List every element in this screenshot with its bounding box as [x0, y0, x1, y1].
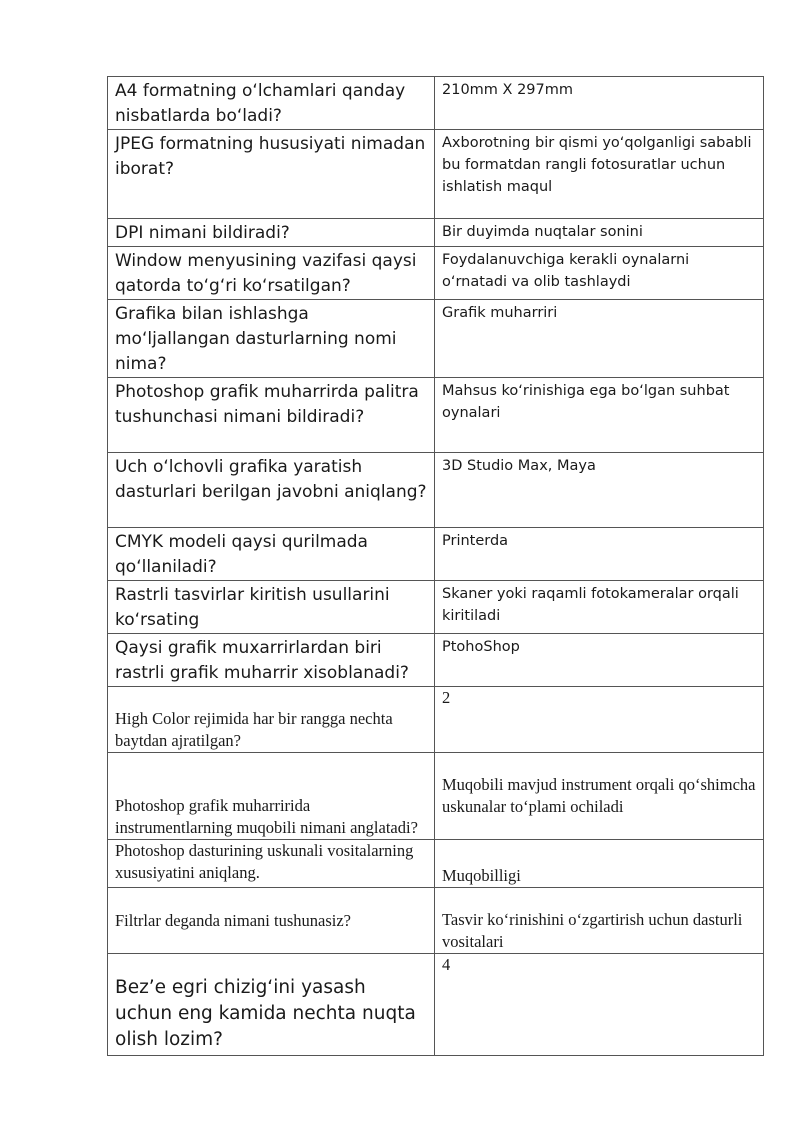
table-row	[108, 753, 764, 840]
question-cell: A4 formatning o‘lchamlari qanday nisbatlarda bo‘ladi?	[108, 77, 435, 130]
answer-cell: Foydalanuvchiga kerakli oynalarni o‘rnatadi va olib tashlaydi	[435, 247, 764, 300]
question-cell: Qaysi grafik muxarrirlardan biri rastrli grafik muharrir xisoblanadi?	[108, 634, 435, 687]
table-row	[108, 77, 764, 130]
question-cell: Photoshop grafik muharririda instrumentlarning muqobili nimani anglatadi?	[108, 753, 435, 840]
question-cell: Photoshop dasturining uskunali vositalarning xususiyatini aniqlang.	[108, 840, 435, 888]
question-cell: JPEG formatning hususiyati nimadan iborat?	[108, 130, 435, 219]
answer-cell: 3D Studio Max, Maya	[435, 453, 764, 528]
answer-cell: PtohoShop	[435, 634, 764, 687]
answer-cell: Mahsus ko‘rinishiga ega bo‘lgan suhbat oynalari	[435, 378, 764, 453]
question-cell: Filtrlar deganda nimani tushunasiz?	[108, 888, 435, 954]
answer-cell: 4	[435, 954, 764, 1056]
answer-cell: Skaner yoki raqamli fotokameralar orqali kiritiladi	[435, 581, 764, 634]
table-row	[108, 840, 764, 888]
answer-cell: Printerda	[435, 528, 764, 581]
question-cell: Photoshop grafik muharrirda palitra tushunchasi nimani bildiradi?	[108, 378, 435, 453]
table-row	[108, 378, 764, 453]
answer-cell: 210mm X 297mm	[435, 77, 764, 130]
table-row	[108, 888, 764, 954]
answer-cell: Muqobili mavjud instrument orqali qo‘shimcha uskunalar to‘plami ochiladi	[435, 753, 764, 840]
table-row	[108, 528, 764, 581]
question-text: Bez’e egri chizig‘ini yasash uchun eng kamida nechta nuqta olish lozim?	[115, 977, 416, 1050]
table-row	[108, 130, 764, 219]
table-row	[108, 247, 764, 300]
answer-cell: Bir duyimda nuqtalar sonini	[435, 219, 764, 247]
question-cell: Grafika bilan ishlashga mo‘ljallangan dasturlarning nomi nima?	[108, 300, 435, 378]
answer-cell: Axborotning bir qismi yo‘qolganligi sababli bu formatdan rangli fotosuratlar uchun ishlatish maqul	[435, 130, 764, 219]
question-cell	[108, 954, 435, 1056]
table-row	[108, 219, 764, 247]
question-cell: DPI nimani bildiradi?	[108, 219, 435, 247]
table-row	[108, 453, 764, 528]
question-cell: Uch o‘lchovli grafika yaratish dasturlari berilgan javobni aniqlang?	[108, 453, 435, 528]
question-cell: Rastrli tasvirlar kiritish usullarini ko‘rsating	[108, 581, 435, 634]
table-row	[108, 954, 764, 1056]
table-row	[108, 687, 764, 753]
table-row	[108, 634, 764, 687]
question-cell: High Color rejimida har bir rangga nechta baytdan ajratilgan?	[108, 687, 435, 753]
qa-table	[107, 76, 764, 1056]
answer-cell: Tasvir ko‘rinishini o‘zgartirish uchun dasturli vositalari	[435, 888, 764, 954]
question-cell: CMYK modeli qaysi qurilmada qo‘llaniladi?	[108, 528, 435, 581]
answer-cell: 2	[435, 687, 764, 753]
table-row	[108, 581, 764, 634]
table-row	[108, 300, 764, 378]
question-cell: Window menyusining vazifasi qaysi qatorda to‘g‘ri ko‘rsatilgan?	[108, 247, 435, 300]
answer-cell: Grafik muharriri	[435, 300, 764, 378]
answer-cell: Muqobilligi	[435, 840, 764, 888]
